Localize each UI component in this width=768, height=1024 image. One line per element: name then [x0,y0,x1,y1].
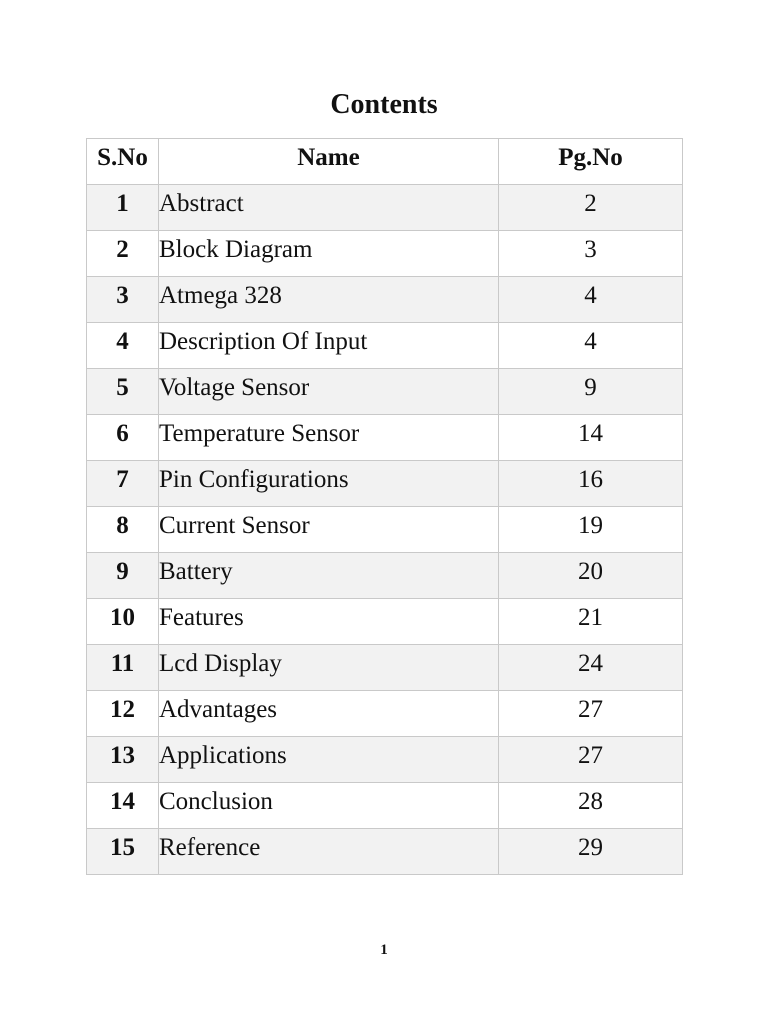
row-name: Applications [159,737,499,783]
page-title: Contents [330,89,438,120]
table-row [87,829,683,875]
table-row [87,415,683,461]
row-page: 4 [499,277,683,323]
table-row [87,553,683,599]
table-row [87,369,683,415]
row-sno: 2 [87,231,159,277]
row-page: 19 [499,507,683,553]
table-row [87,277,683,323]
row-sno: 11 [87,645,159,691]
row-page: 28 [499,783,683,829]
row-name: Lcd Display [159,645,499,691]
table-row [87,507,683,553]
row-sno: 7 [87,461,159,507]
header-name: Name [159,139,499,185]
row-sno: 14 [87,783,159,829]
row-page: 4 [499,323,683,369]
table-row [87,323,683,369]
row-sno: 6 [87,415,159,461]
row-name: Abstract [159,185,499,231]
table-row [87,599,683,645]
row-page: 3 [499,231,683,277]
row-sno: 12 [87,691,159,737]
row-name: Conclusion [159,783,499,829]
row-name: Battery [159,553,499,599]
row-page: 24 [499,645,683,691]
row-page: 27 [499,691,683,737]
row-page: 14 [499,415,683,461]
row-name: Voltage Sensor [159,369,499,415]
table-row [87,691,683,737]
row-sno: 8 [87,507,159,553]
row-name: Block Diagram [159,231,499,277]
table-row [87,783,683,829]
row-name: Pin Configurations [159,461,499,507]
row-page: 21 [499,599,683,645]
row-sno: 1 [87,185,159,231]
row-name: Current Sensor [159,507,499,553]
row-page: 9 [499,369,683,415]
header-sno: S.No [87,139,159,185]
row-page: 2 [499,185,683,231]
row-name: Features [159,599,499,645]
table-row [87,231,683,277]
row-sno: 3 [87,277,159,323]
row-sno: 13 [87,737,159,783]
table-row [87,185,683,231]
header-pgno: Pg.No [499,139,683,185]
row-sno: 5 [87,369,159,415]
row-page: 20 [499,553,683,599]
table-row [87,645,683,691]
row-sno: 10 [87,599,159,645]
row-sno: 15 [87,829,159,875]
row-name: Description Of Input [159,323,499,369]
table-row [87,461,683,507]
table-row [87,737,683,783]
row-name: Temperature Sensor [159,415,499,461]
row-sno: 4 [87,323,159,369]
row-page: 27 [499,737,683,783]
row-name: Reference [159,829,499,875]
row-page: 16 [499,461,683,507]
page-number: 1 [380,942,388,958]
contents-table [86,138,683,875]
row-sno: 9 [87,553,159,599]
row-page: 29 [499,829,683,875]
row-name: Atmega 328 [159,277,499,323]
row-name: Advantages [159,691,499,737]
table-header-row [87,139,683,185]
